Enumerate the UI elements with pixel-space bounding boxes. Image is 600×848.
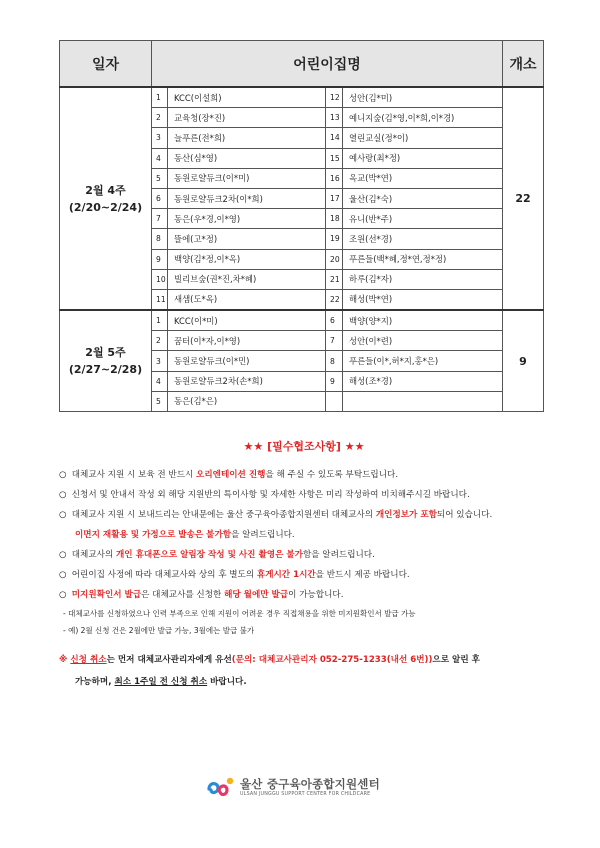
bullet-circle: ○ <box>59 590 67 600</box>
row-number: 13 <box>326 108 343 128</box>
daycare-name: 새샘(도*옥) <box>168 289 326 310</box>
week-label: 2월 5주 <box>85 346 126 360</box>
daycare-name: 열린교실(정*이) <box>343 128 503 148</box>
week-cell <box>60 87 152 310</box>
table-row <box>60 310 544 331</box>
row-number: 3 <box>152 351 168 371</box>
daycare-name <box>343 391 503 411</box>
row-number: 9 <box>326 371 343 391</box>
bullet-circle: ○ <box>59 510 67 520</box>
daycare-name: 푸른들(이*,허*지,홍*은) <box>343 351 503 371</box>
note-item: ○ 대체교사의 개인 휴대폰으로 알림장 작성 및 사진 촬영은 불가함을 알려드립니다. <box>59 545 549 565</box>
center-logo-icon <box>205 773 235 799</box>
daycare-name: 동원로얄듀크2차(이*희) <box>168 188 326 208</box>
row-number: 2 <box>152 331 168 351</box>
center-name: 울산 중구육아종합지원센터 <box>240 776 380 791</box>
row-number: 19 <box>326 229 343 249</box>
table-row <box>60 87 544 108</box>
daycare-name: 동은(우*경,이*영) <box>168 209 326 229</box>
row-number: 15 <box>326 148 343 168</box>
daycare-name: 백양(김*정,이*옥) <box>168 249 326 269</box>
row-number: 18 <box>326 209 343 229</box>
note-item: ○ 미지원확인서 발급은 대체교사를 신청한 해당 월에만 발급이 가능합니다. <box>59 585 549 605</box>
note-item: ○ 신청서 및 안내서 작성 외 해당 지원반의 특이사항 및 자세한 사항은 미리 작성하여 비치해주시길 바랍니다. <box>59 485 549 505</box>
week-range: (2/20~2/24) <box>68 200 143 214</box>
daycare-name: 꿈터(이*자,이*영) <box>168 331 326 351</box>
row-number <box>326 391 343 411</box>
week-cell <box>60 310 152 411</box>
daycare-name: 하루(김*자) <box>343 269 503 289</box>
daycare-name: 동은(김*은) <box>168 391 326 411</box>
table-header-row <box>60 41 544 88</box>
notes-title: ★★ [필수협조사항] ★★ <box>243 440 365 453</box>
row-number: 3 <box>152 128 168 148</box>
daycare-name: KCC(이*미) <box>168 310 326 331</box>
row-number: 1 <box>152 87 168 108</box>
note-sub-2: - 예) 2월 신청 건은 2월에만 발급 가능, 3월에는 발급 불가 <box>63 626 255 635</box>
note-item: ○ 어린이집 사정에 따라 대체교사와 상의 후 별도의 휴게시간 1시간을 반드시 제공 바랍니다. <box>59 565 549 585</box>
schedule-table <box>59 40 544 412</box>
row-number: 16 <box>326 168 343 188</box>
row-number: 6 <box>326 310 343 331</box>
row-number: 7 <box>326 331 343 351</box>
bullet-circle: ○ <box>59 550 67 560</box>
note-sub-1: - 대체교사를 신청하였으나 인력 부족으로 인해 지원이 어려운 경우 직접채용을 위한 미지원확인서 발급 가능 <box>63 609 416 618</box>
row-number: 11 <box>152 289 168 310</box>
daycare-name: 해성(조*경) <box>343 371 503 391</box>
daycare-name: 푸른들(백*혜,정*연,정*정) <box>343 249 503 269</box>
row-number: 2 <box>152 108 168 128</box>
row-number: 4 <box>152 148 168 168</box>
row-number: 8 <box>326 351 343 371</box>
daycare-name: 백양(양*지) <box>343 310 503 331</box>
daycare-name: 예니지숲(김*영,이*희,이*경) <box>343 108 503 128</box>
daycare-name: 성안(김*미) <box>343 87 503 108</box>
row-number: 1 <box>152 310 168 331</box>
header-count: 개소 <box>503 41 544 88</box>
count-cell: 9 <box>503 310 544 411</box>
row-number: 22 <box>326 289 343 310</box>
daycare-name: 늘푸른(전*희) <box>168 128 326 148</box>
daycare-name: 동원로얄듀크(이*미) <box>168 168 326 188</box>
cancel-label: 신청 취소 <box>70 655 107 665</box>
daycare-name: 교육청(장*진) <box>168 108 326 128</box>
table-body <box>60 87 544 412</box>
note-item: ○ 대체교사 지원 시 보육 전 반드시 오리엔테이션 진행을 해 주실 수 있도록 부탁드립니다. <box>59 465 549 485</box>
daycare-name: 빌리브숲(권*진,차*혜) <box>168 269 326 289</box>
row-number: 6 <box>152 188 168 208</box>
row-number: 7 <box>152 209 168 229</box>
row-number: 5 <box>152 168 168 188</box>
note-item-continued: 이면지 재활용 및 가정으로 발송은 불가함을 알려드립니다. <box>75 530 295 540</box>
row-number: 9 <box>152 249 168 269</box>
daycare-name: KCC(이설희) <box>168 87 326 108</box>
daycare-name: 옥교(박*연) <box>343 168 503 188</box>
header-date: 일자 <box>60 41 152 88</box>
bullet-circle: ○ <box>59 570 67 580</box>
notes-section <box>59 438 549 693</box>
week-range: (2/27~2/28) <box>68 363 143 377</box>
row-number: 17 <box>326 188 343 208</box>
row-number: 5 <box>152 391 168 411</box>
center-name-english: ULSAN JUNGGU SUPPORT CENTER FOR CHILDCARE <box>240 791 371 797</box>
daycare-name: 울산(김*숙) <box>343 188 503 208</box>
daycare-name: 뜰에(고*정) <box>168 229 326 249</box>
daycare-name: 조원(선*경) <box>343 229 503 249</box>
daycare-name: 성안(이*련) <box>343 331 503 351</box>
count-cell: 22 <box>503 87 544 310</box>
row-number: 8 <box>152 229 168 249</box>
daycare-name: 동원로얄듀크2차(손*희) <box>168 371 326 391</box>
bullet-circle: ○ <box>59 470 67 480</box>
reference-mark: ※ <box>59 655 68 665</box>
daycare-name: 예사랑(최*정) <box>343 148 503 168</box>
contact-phone: (문의: 대체교사관리자 052-275-1233(내선 6번)) <box>231 655 433 665</box>
note-item: ○ 대체교사 지원 시 보내드리는 안내문에는 울산 중구육아종합지원센터 대체교사의 개인정보가 포함되어 있습니다. <box>59 505 549 525</box>
row-number: 12 <box>326 87 343 108</box>
row-number: 14 <box>326 128 343 148</box>
daycare-name: 동원로얄듀크(이*민) <box>168 351 326 371</box>
week-label: 2월 4주 <box>85 183 126 197</box>
daycare-name: 동산(심*영) <box>168 148 326 168</box>
bullet-circle: ○ <box>59 490 67 500</box>
row-number: 21 <box>326 269 343 289</box>
cancel-request-note: ※ 신청 취소는 먼저 대체교사관리자에게 유선(문의: 대체교사관리자 052-275-1233(내선 6번))으로 알린 후 가능하며, 최소 1주일 전 신청 취소 바랍니다. <box>59 655 480 687</box>
row-number: 4 <box>152 371 168 391</box>
daycare-name: 해성(박*연) <box>343 289 503 310</box>
footer-logo-block <box>205 773 380 799</box>
row-number: 10 <box>152 269 168 289</box>
daycare-name: 유니(반*주) <box>343 209 503 229</box>
row-number: 20 <box>326 249 343 269</box>
header-daycare: 어린이집명 <box>152 41 503 88</box>
